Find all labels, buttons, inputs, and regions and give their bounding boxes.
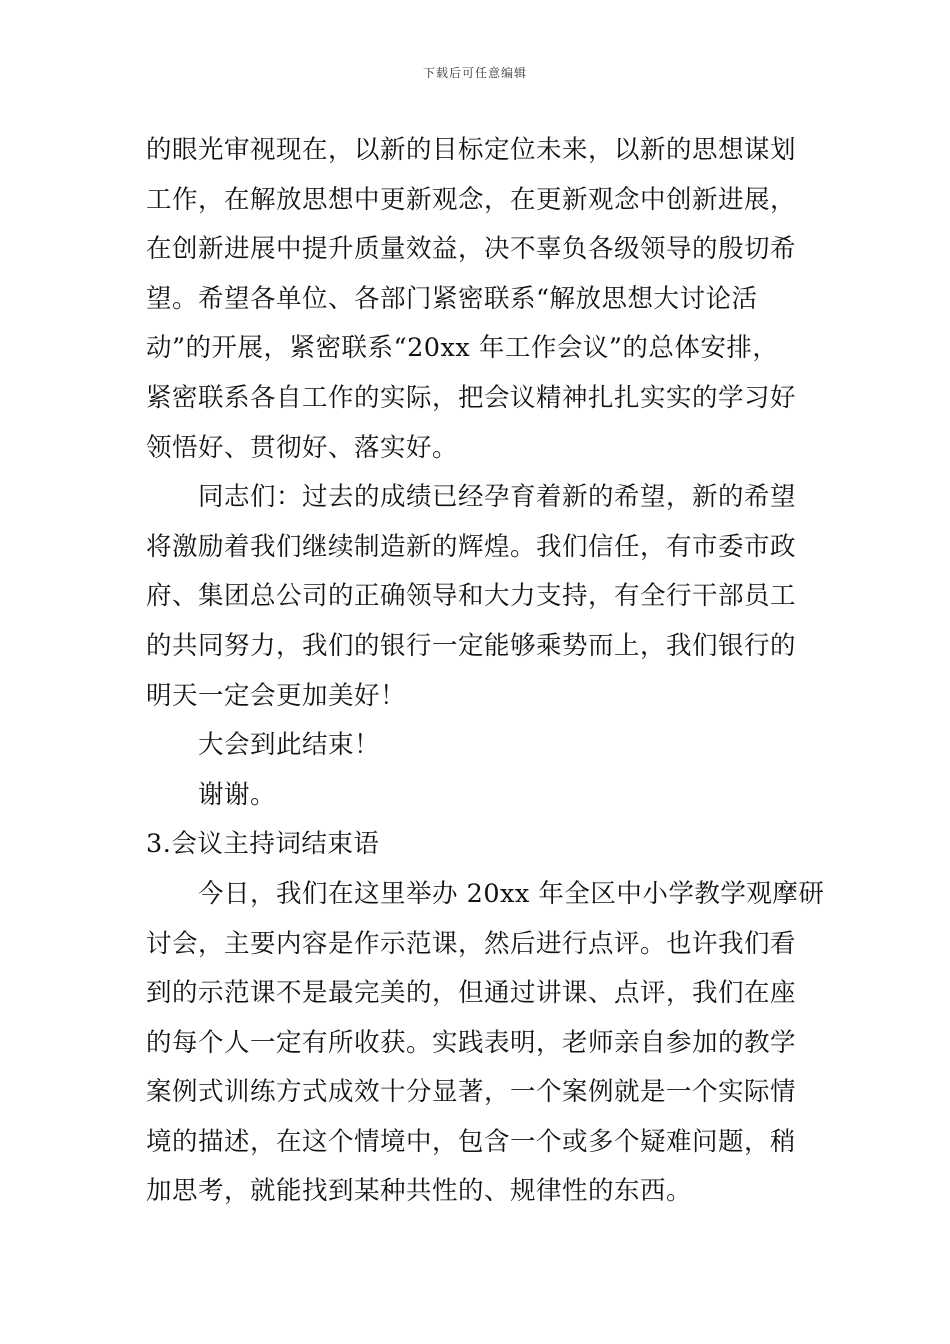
text-line: 到的示范课不是最完美的，但通过讲课、点评，我们在座 [146, 978, 797, 1009]
text-line: 紧密联系各自工作的实际，把会议精神扎扎实实的学习好 [146, 382, 797, 413]
page-header: 下载后可任意编辑 [422, 66, 527, 80]
text-line: 明天一定会更加美好！ [146, 680, 407, 711]
paragraph [146, 126, 806, 473]
text-line: 加思考，就能找到某种共性的、规律性的东西。 [146, 1176, 693, 1207]
text-line: 的共同努力，我们的银行一定能够乘势而上，我们银行的 [146, 630, 797, 661]
paragraph [146, 721, 806, 771]
text-line: 案例式训练方式成效十分显著，一个案例就是一个实际情 [146, 1077, 797, 1108]
section-heading [146, 820, 806, 870]
text-line: 望。希望各单位、各部门紧密联系“解放思想大讨论活 [146, 283, 758, 314]
text-line: 的眼光审视现在，以新的目标定位未来，以新的思想谋划 [146, 135, 797, 165]
text-line: 谢谢。 [198, 779, 277, 810]
text-line: 境的描述，在这个情境中，包含一个或多个疑难问题，稍 [146, 1126, 797, 1157]
heading-line: 3.会议主持词结束语 [146, 829, 380, 860]
text-line: 领悟好、贯彻好、落实好。 [146, 432, 459, 463]
text-line: 动”的开展，紧密联系“20xx 年工作会议”的总体安排， [146, 333, 779, 364]
paragraph [146, 771, 806, 821]
text-line: 将激励着我们继续制造新的辉煌。我们信任，有市委市政 [146, 531, 797, 562]
text-line: 同志们：过去的成绩已经孕育着新的希望，新的希望 [198, 482, 797, 513]
text-line: 府、集团总公司的正确领导和大力支持，有全行干部员工 [146, 581, 797, 612]
text-line: 的每个人一定有所收获。实践表明，老师亲自参加的教学 [146, 1027, 797, 1058]
text-line: 工作，在解放思想中更新观念，在更新观念中创新进展， [146, 184, 797, 215]
text-line: 大会到此结束！ [198, 730, 381, 761]
paragraph [146, 473, 806, 721]
text-line: 今日，我们在这里举办 20xx 年全区中小学教学观摩研 [198, 878, 825, 909]
text-line: 在创新进展中提升质量效益，决不辜负各级领导的殷切希 [146, 234, 797, 265]
document-body [146, 126, 825, 1217]
text-line: 讨会，主要内容是作示范课，然后进行点评。也许我们看 [146, 928, 797, 959]
paragraph [146, 870, 825, 1217]
